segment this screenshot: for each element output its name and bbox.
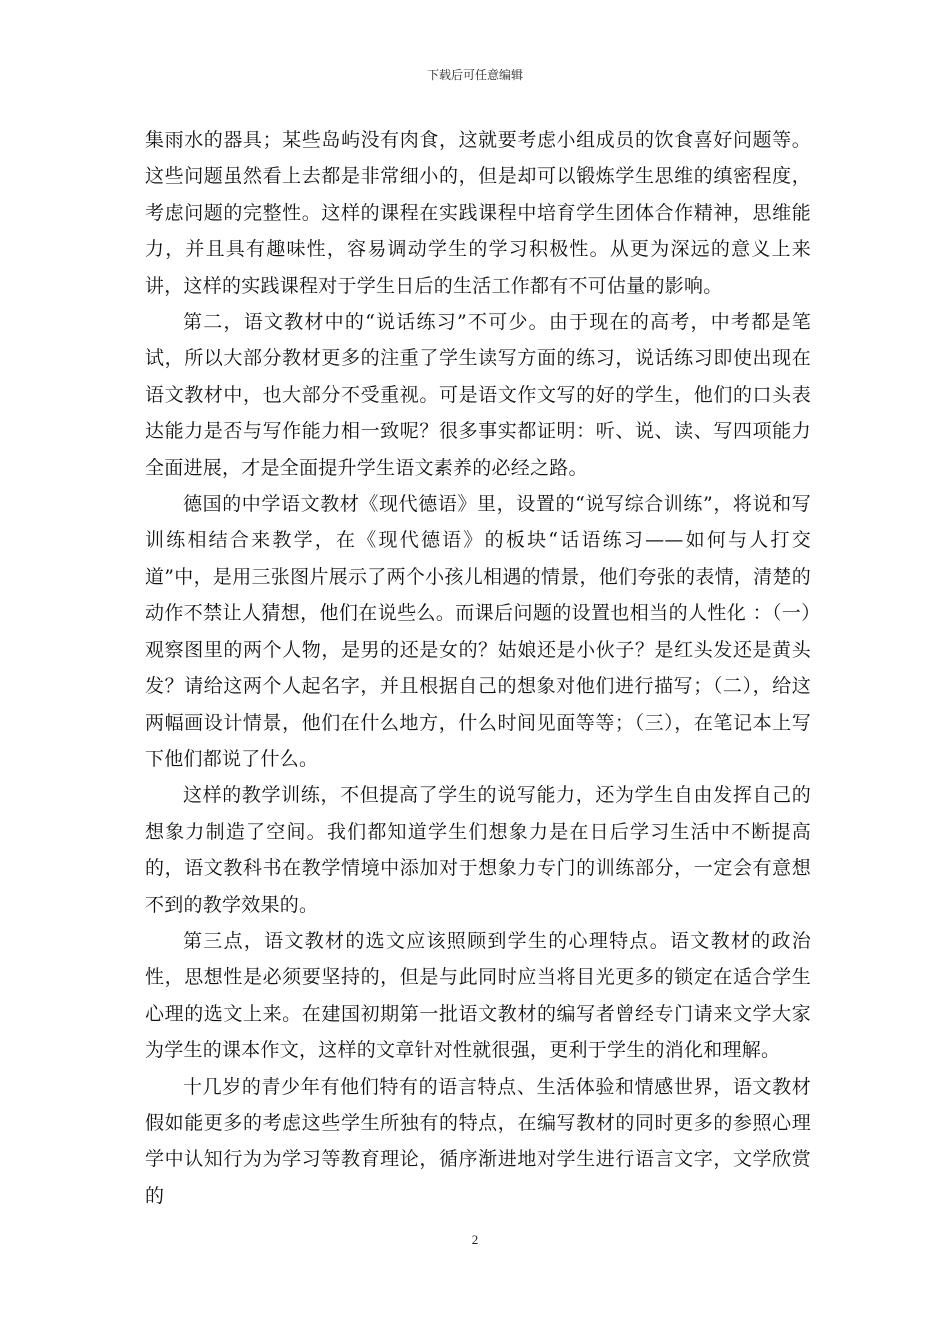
document-body bbox=[145, 122, 811, 1214]
paragraph-continuation: 集雨水的器具；某些岛屿没有肉食，这就要考虑小组成员的饮食喜好问题等。这些问题虽然看上去都是非常细小的，但是却可以锻炼学生思维的缜密程度，考虑问题的完整性。这样的课程在实践课程中培育学生团体合作精神，思维能力，并且具有趣味性，容易调动学生的学习积极性。从更为深远的意义上来讲，这样的实践课程对于学生日后的生活工作都有不可估量的影响。 bbox=[145, 129, 811, 297]
page-number: 2 bbox=[471, 1232, 479, 1247]
page-header: 下载后可任意编辑 bbox=[426, 68, 523, 82]
paragraph-german-example: 德国的中学语文教材《现代德语》里，设置的“说写综合训练”，将说和写训练相结合来教学，在《现代德语》的板块“话语练习——如何与人打交道”中，是用三张图片展示了两个小孩儿相遇的情景，他们夸张的表情，清楚的动作不禁让人猜想，他们在说些么。而课后问题的设置也相当的人性化 ：（一）观察图里的两个人物，是男的还是女的？姑娘还是小伙子？是红头发还是黄头发？请给这两个人起名字，并且根据自己的想象对他们进行描写；（二），给这两幅画设计情景，他们在什么地方，什么时间见面等等；（三），在笔记本上写下他们都说了什么。 bbox=[145, 493, 811, 770]
paragraph-teenagers: 十几岁的青少年有他们特有的语言特点、生活体验和情感世界，语文教材假如能更多的考虑这些学生所独有的特点，在编写教材的同时更多的参照心理学中认知行为为学习等教育理论，循序渐进地对学生进行语言文字，文学欣赏的 bbox=[145, 1075, 811, 1207]
paragraph-second-point: 第二，语文教材中的“说话练习”不可少。由于现在的高考，中考都是笔试，所以大部分教材更多的注重了学生读写方面的练习，说话练习即使出现在语文教材中，也大部分不受重视。可是语文作文写的好的学生，他们的口头表达能力是否与写作能力相一致呢？很多事实都证明：听、说、读、写四项能力全面进展，才是全面提升学生语文素养的必经之路。 bbox=[145, 311, 811, 479]
paragraph-imagination: 这样的教学训练，不但提高了学生的说写能力，还为学生自由发挥自己的想象力制造了空间。我们都知道学生们想象力是在日后学习生活中不断提高的，语文教科书在教学情境中添加对于想象力专门的训练部分，一定会有意想不到的教学效果的。 bbox=[145, 784, 811, 916]
paragraph-third-point: 第三点，语文教材的选文应该照顾到学生的心理特点。语文教材的政治性，思想性是必须要坚持的，但是与此同时应当将目光更多的锁定在适合学生心理的选文上来。在建国初期第一批语文教材的编写者曾经专门请来文学大家为学生的课本作文，这样的文章针对性就很强，更利于学生的消化和理解。 bbox=[145, 929, 811, 1062]
